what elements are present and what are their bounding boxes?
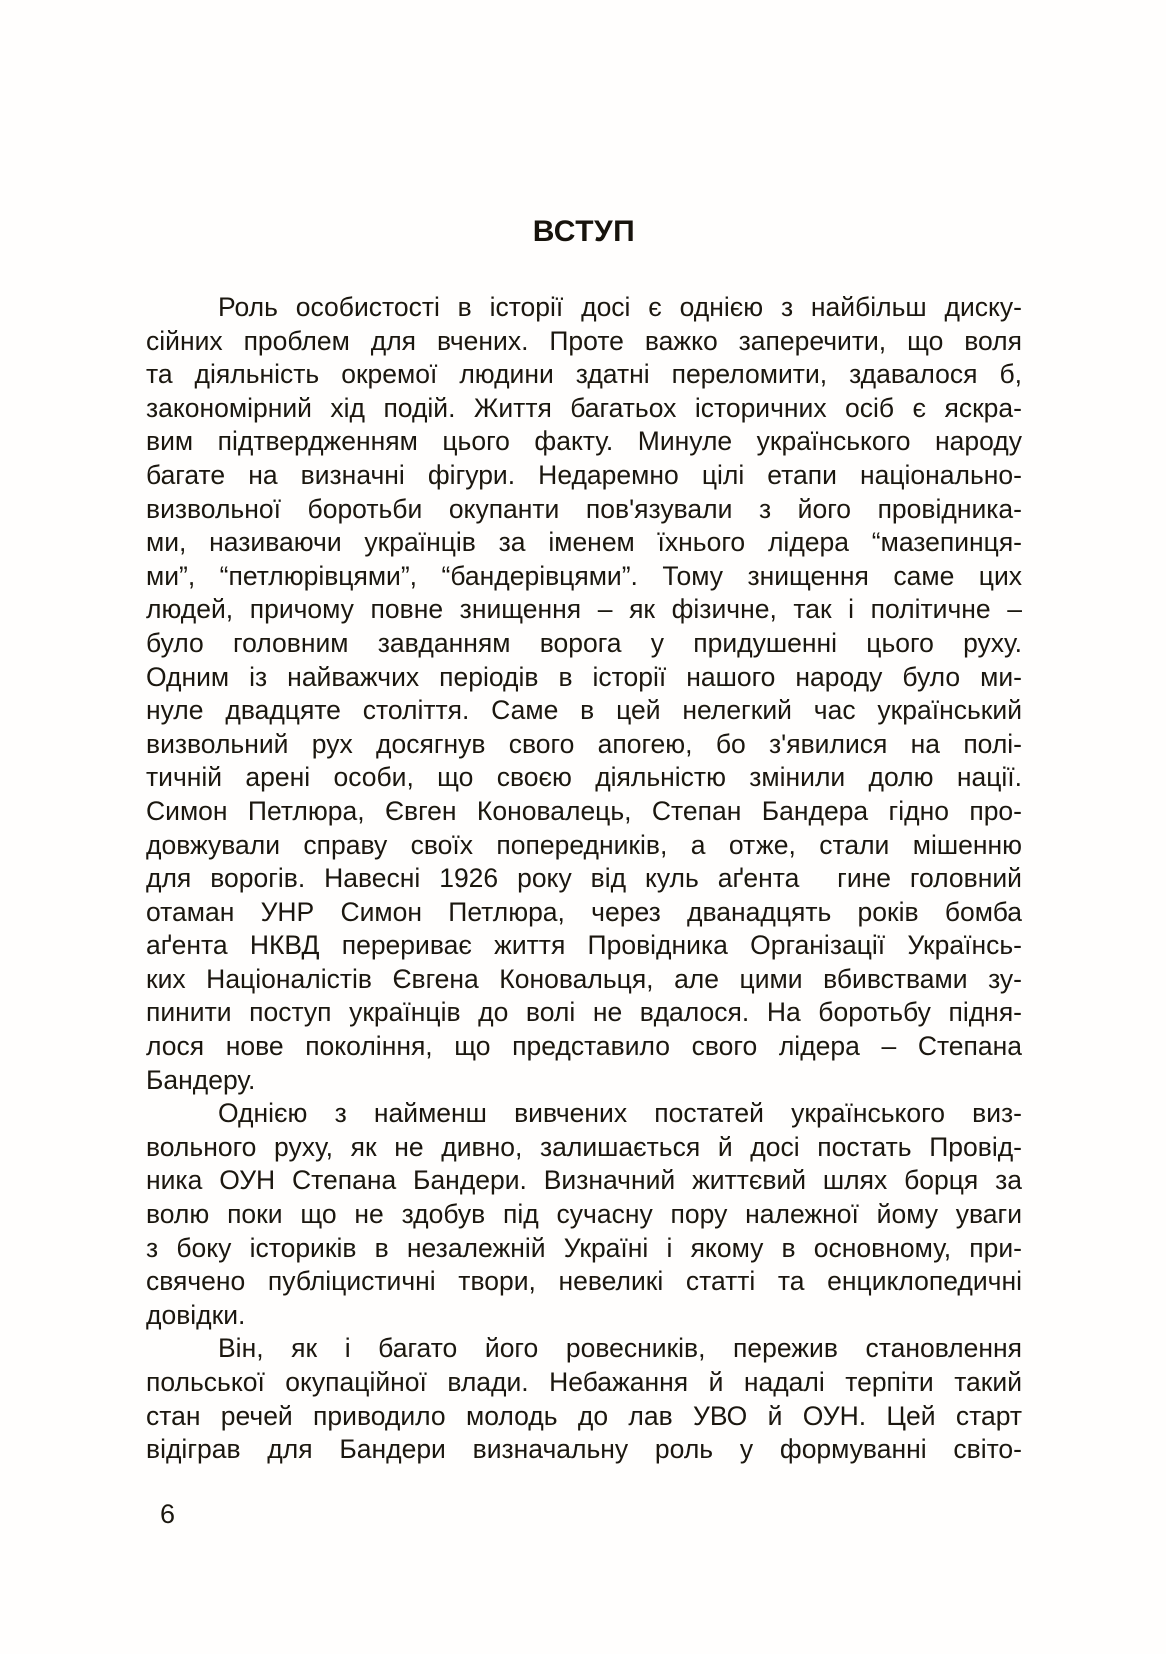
text-line: визвольний рух досягнув свого апогею, бо з'явилися на полі- [146, 728, 1022, 759]
text-line: пинити поступ українців до волі не вдалося. На боротьбу підня- [146, 997, 1022, 1028]
paragraph-1 [146, 291, 1022, 1097]
text-line: людей, причому повне знищення – як фізичне, так і політичне – [146, 594, 1022, 625]
paragraph-3 [146, 1332, 1022, 1466]
text-line: закономірний хід подій. Життя багатьох історичних осіб є яскра- [146, 392, 1022, 423]
chapter-title: ВСТУП [532, 215, 636, 248]
text-line: сійних проблем для вчених. Проте важко заперечити, що воля [146, 325, 1022, 356]
text-line: визвольної боротьби окупанти пов'язували з його провідника- [146, 493, 1022, 524]
text-line: та діяльність окремої людини здатні переломити, здавалося б, [146, 359, 1022, 390]
text-line: довідки. [146, 1299, 246, 1330]
text-line: польської окупаційної влади. Небажання й надалі терпіти такий [146, 1367, 1022, 1397]
text-line: ких Націоналістів Євгена Коновальця, але цими вбивствами зу- [146, 963, 1022, 994]
text-line: ми, називаючи українців за іменем їхнього лідера “мазепинця- [146, 527, 1022, 558]
text-line: стан речей приводило молодь до лав УВО й ОУН. Цей старт [146, 1400, 1022, 1431]
text-line: довжували справу своїх попередників, а отже, стали мішенню [146, 829, 1022, 860]
text-line: тичній арені особи, що своєю діяльністю змінили долю нації. [146, 762, 1022, 793]
text-line: було головним завданням ворога у придушенні цього руху. [146, 627, 1022, 658]
text-line: лося нове покоління, що представило свого лідера – Степана [146, 1031, 1022, 1062]
text-line: Бандеру. [146, 1064, 256, 1095]
text-line: Він, як і багато його ровесників, пережив становлення [218, 1333, 1022, 1364]
page-number: 6 [160, 1499, 176, 1529]
text-line: вольного руху, як не дивно, залишається й досі постать Провід- [146, 1131, 1022, 1162]
text-line: ми”, “петлюрівцями”, “бандерівцями”. Тому знищення саме цих [146, 560, 1022, 591]
text-line: волю поки що не здобув під сучасну пору належної йому уваги [146, 1199, 1022, 1230]
text-line: відіграв для Бандери визначальну роль у формуванні світо- [146, 1434, 1022, 1465]
text-line: ника ОУН Степана Бандери. Визначний життєвий шлях борця за [146, 1165, 1022, 1196]
text-line: Одним із найважчих періодів в історії нашого народу було ми- [146, 661, 1022, 692]
text-line: з боку істориків в незалежній Україні і якому в основному, при- [146, 1232, 1022, 1263]
text-line: Симон Петлюра, Євген Коновалець, Степан Бандера гідно про- [146, 795, 1022, 826]
text-line: вим підтвердженням цього факту. Минуле українського народу [146, 426, 1022, 457]
paragraph-2 [146, 1097, 1022, 1332]
text-line: аґента НКВД перериває життя Провідника Організації Українсь- [146, 930, 1022, 961]
body-text [146, 291, 1022, 1467]
text-line: отаман УНР Симон Петлюра, через дванадцять років бомба [146, 896, 1022, 927]
text-line: Однією з найменш вивчених постатей українського виз- [218, 1098, 1022, 1129]
text-line: свячено публіцистичні твори, невеликі статті та енциклопедичні [146, 1266, 1022, 1297]
text-line: для ворогів. Навесні 1926 року від куль аґента гине головний [146, 863, 1022, 894]
text-line: нуле двадцяте століття. Саме в цей нелегкий час український [146, 695, 1022, 726]
text-line: багате на визначні фігури. Недаремно цілі етапи національно- [146, 459, 1022, 490]
text-line: Роль особистості в історії досі є однією з найбільш диску- [218, 292, 1022, 322]
